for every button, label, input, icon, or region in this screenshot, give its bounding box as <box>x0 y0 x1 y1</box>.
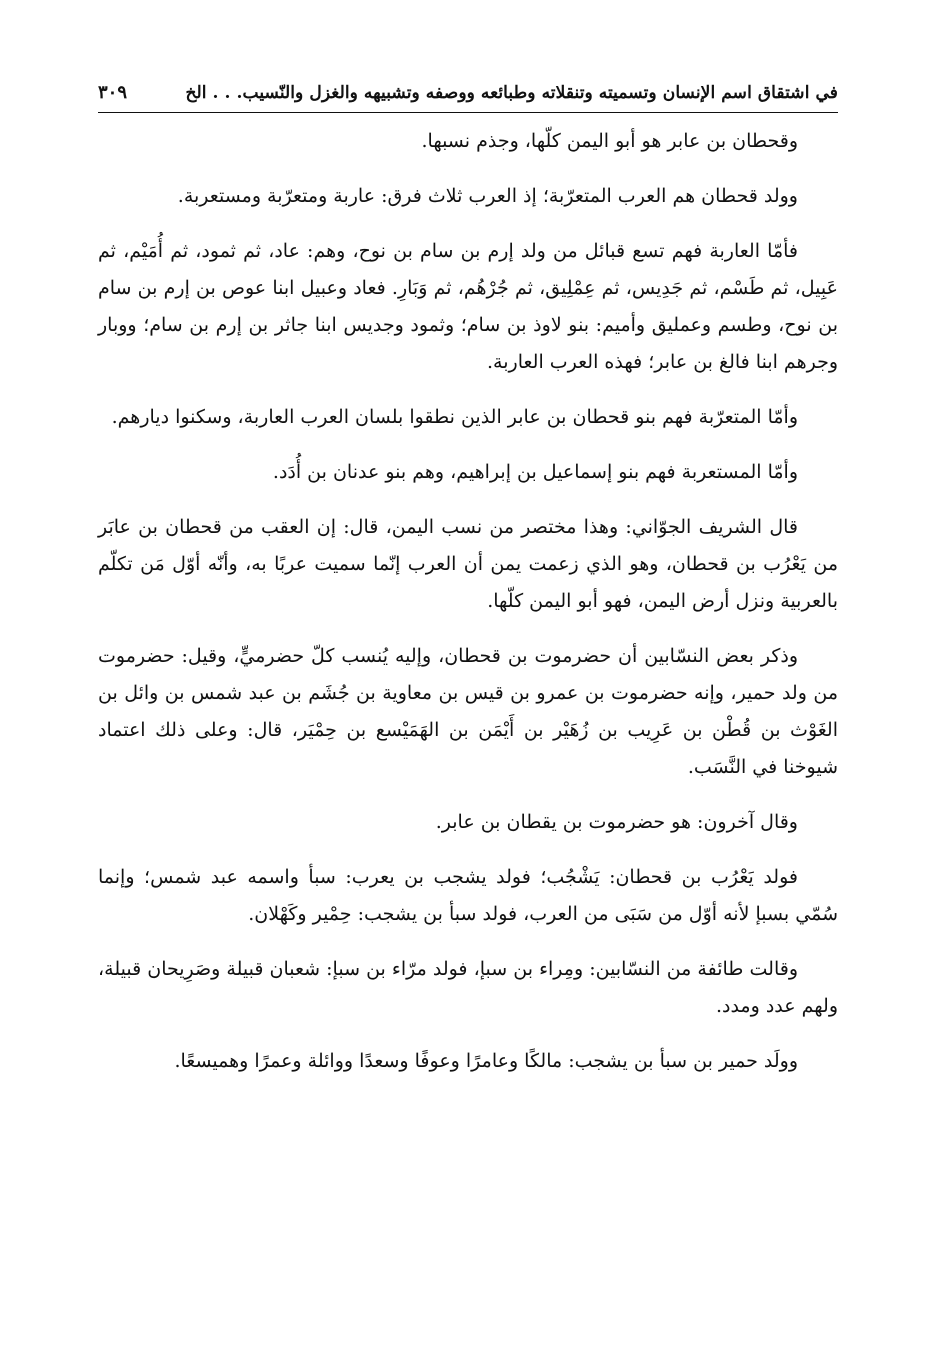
paragraph: قال الشريف الجوّاني: وهذا مختصر من نسب اليمن، قال: إن العقب من قحطان بن عابَر من يَعْرُب بن قحطان، وهو الذي زعمت يمن أن العرب إنّما سميت عربًا به، وأنّه أوّل مَن تكلّم بالعربية ونزل أرض اليمن، فهو أبو اليمن كلّها. <box>98 516 838 612</box>
book-page <box>98 78 838 1098</box>
paragraph: وذكر بعض النسّابين أن حضرموت بن قحطان، وإليه يُنسب كلّ حضرميٍّ، وقيل: حضرموت من ولد حمير، وإنه حضرموت بن عمرو بن قيس بن معاوية بن جُشَم بن عبد شمس بن وائل بن الغَوْث بن قُطْن بن عَرِيب بن زُهَيْر بن أَيْمَن بن الهَمَيْسع بن حِمْيَر، قال: وعلى ذلك اعتماد شيوخنا في النَّسَب. <box>98 645 838 778</box>
paragraph: وقال آخرون: هو حضرموت بن يقطان بن عابر. <box>435 811 798 833</box>
header-title: في اشتقاق اسم الإنسان وتسميته وتنقلاته وطبائعه ووصفه وتشبيهه والغزل والنّسيب. . . الخ <box>185 83 838 103</box>
paragraph: وقحطان بن عابر هو أبو اليمن كلّها، وجذم نسبها. <box>421 130 798 152</box>
paragraph: وأمّا المستعربة فهم بنو إسماعيل بن إبراهيم، وهم بنو عدنان بن أُدَد. <box>272 461 798 483</box>
paragraph: وأمّا المتعرّبة فهم بنو قحطان بن عابر الذين نطقوا بلسان العرب العاربة، وسكنوا ديارهم. <box>111 406 798 428</box>
paragraph: فولد يَعْرُب بن قحطان: يَشْجُب؛ فولد يشجب بن يعرب: سبأ واسمه عبد شمس؛ وإنما سُمّي بسبإ لأنه أوّل من سَبَى من العرب، فولد سبأ بن يشجب: حِمْير وكَهْلان. <box>98 866 838 925</box>
paragraph: وقالت طائفة من النسّابين: ومِراء بن سبإ، فولد مرّاء بن سبإ: شعبان قبيلة وصَرِيحان قبيلة، ولهم عدد ومدد. <box>98 958 838 1017</box>
page-number: ٣٠٩ <box>98 82 128 103</box>
paragraph: وولَد حمير بن سبأ بن يشجب: مالكًا وعامرًا وعوفًا وسعدًا ووائلة وعمرًا وهميسعًا. <box>174 1050 798 1072</box>
paragraph: فأمّا العاربة فهم تسع قبائل من ولد إرم بن سام بن نوح، وهم: عاد، ثم ثمود، ثم أُمَيْم، ثم عَبِيل، ثم طَسْم، ثم جَدِيس، ثم عِمْلِيق، ثم جُرْهُم، ثم وَبَارِ. فعاد وعبيل ابنا عوص بن إرم بن سام بن نوح، وطسم وعمليق وأميم: بنو لاوذ بن سام؛ وثمود وجديس ابنا جاثر بن إرم بن سام؛ ووبار وجرهم ابنا فالغ بن عابر؛ فهذه العرب العاربة. <box>98 240 838 373</box>
page-body <box>98 123 838 1080</box>
running-header <box>98 78 838 113</box>
paragraph: وولد قحطان هم العرب المتعرّبة؛ إذ العرب ثلاث فرق: عاربة ومتعرّبة ومستعربة. <box>177 185 798 207</box>
